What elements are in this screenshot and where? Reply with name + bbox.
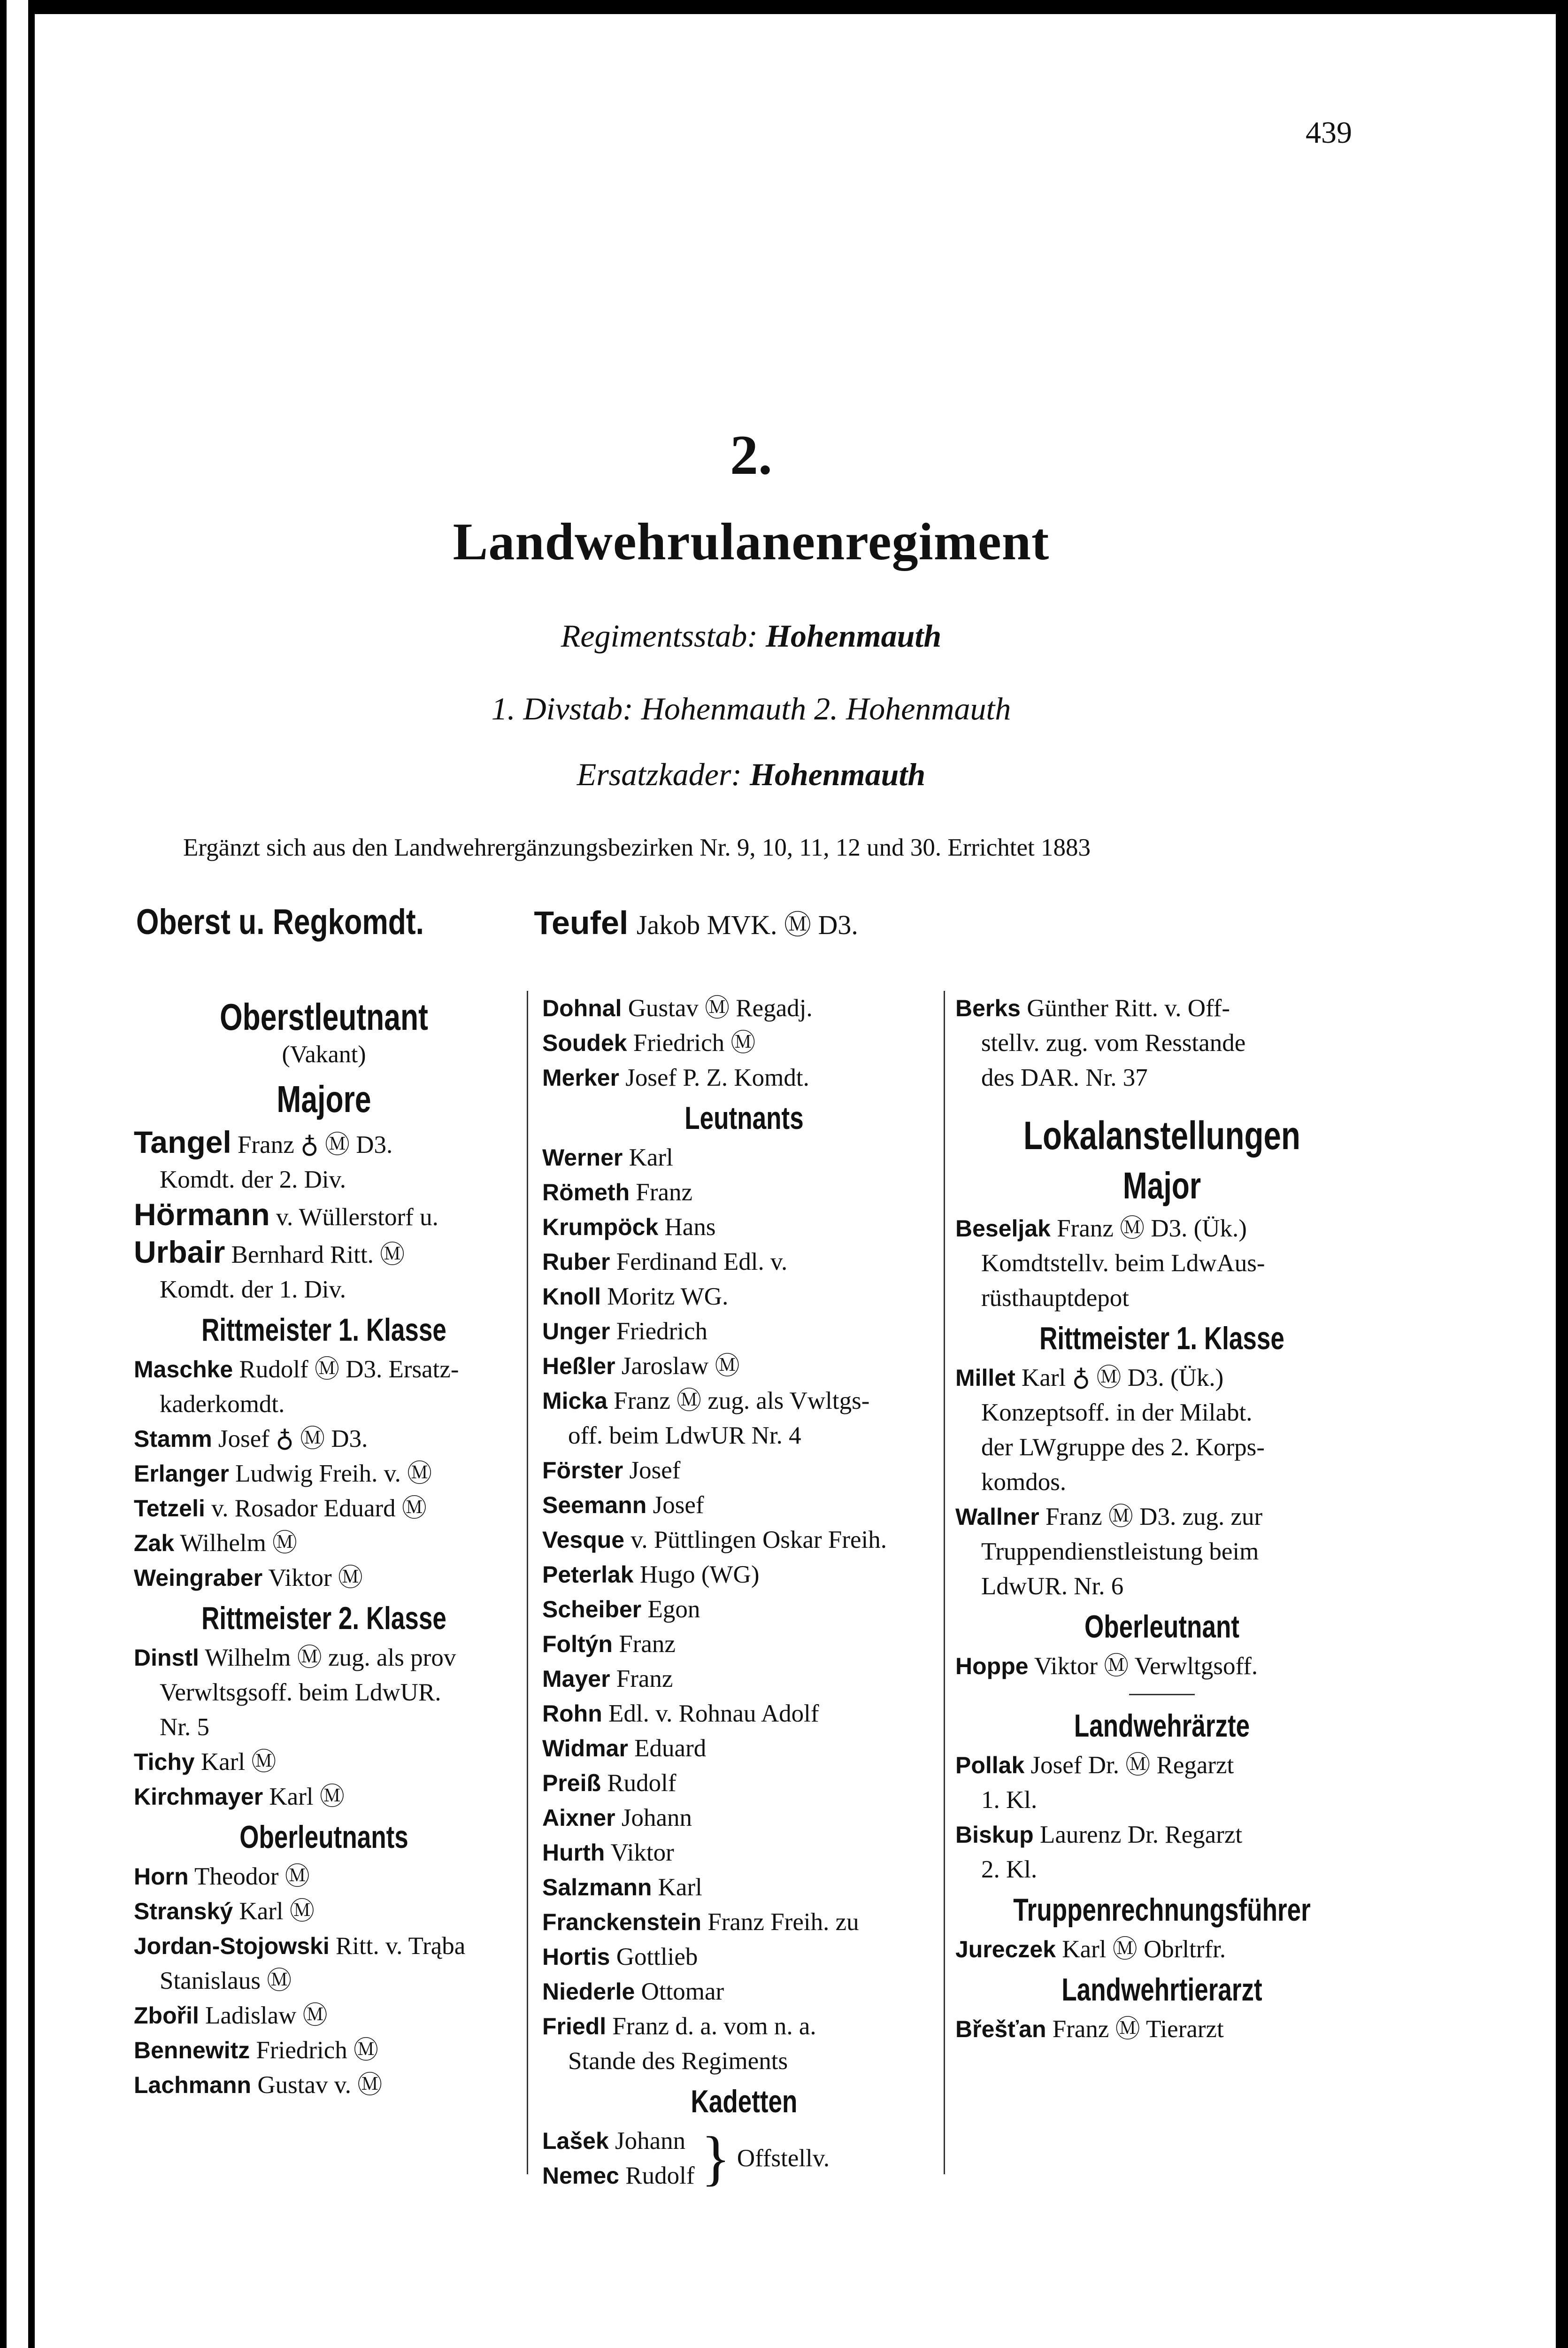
list-item bbox=[134, 2068, 514, 2102]
list-item bbox=[955, 1852, 1368, 1887]
ersatzkader-line bbox=[0, 756, 1502, 793]
person-surname: Heßler bbox=[542, 1353, 615, 1379]
kadetten-note: Offstellv. bbox=[737, 2145, 830, 2172]
person-surname: Lašek bbox=[542, 2128, 609, 2154]
person-surname: Mayer bbox=[542, 1666, 610, 1692]
list-item bbox=[542, 1800, 946, 1835]
list-item bbox=[542, 1905, 946, 1939]
list-item bbox=[955, 1395, 1368, 1430]
truppenrechnungsfuehrer-list bbox=[955, 1932, 1368, 1967]
entry-details: Stanislaus Ⓜ bbox=[160, 1967, 292, 1994]
person-surname: Lachmann bbox=[134, 2072, 252, 2098]
list-item bbox=[955, 1360, 1368, 1395]
list-item bbox=[542, 2009, 946, 2044]
heading-lokalanstellungen: Lokalanstellungen bbox=[1023, 1113, 1300, 1158]
majore-list bbox=[134, 1125, 514, 1307]
vakant-note: (Vakant) bbox=[282, 1041, 366, 1068]
heading-rittmeister-1-lokal: Rittmeister 1. Klasse bbox=[1039, 1321, 1284, 1356]
entry-details: Karl Ⓜ bbox=[239, 1898, 315, 1925]
list-item bbox=[134, 1526, 514, 1560]
list-item bbox=[542, 1314, 946, 1349]
list-item bbox=[955, 1569, 1368, 1604]
entry-details: Gottlieb bbox=[616, 1943, 698, 1970]
entry-details: Viktor bbox=[610, 1839, 674, 1866]
heading-landwehrtierarzt: Landwehrtierarzt bbox=[1061, 1972, 1262, 2008]
rittmeister-1-lokal-list bbox=[955, 1360, 1368, 1604]
entry-details: Gustav Ⓜ Regadj. bbox=[628, 995, 813, 1022]
list-item bbox=[134, 1894, 514, 1929]
person-surname: Niederle bbox=[542, 1978, 635, 2005]
ersatzkader-place: Hohenmauth bbox=[750, 757, 926, 792]
oberleutnant-list bbox=[955, 1649, 1368, 1684]
entry-details: Franz Ⓜ D3. (Ük.) bbox=[1057, 1215, 1247, 1242]
person-surname: Kirchmayer bbox=[134, 1784, 263, 1810]
landwehrtierarzt-list bbox=[955, 2012, 1368, 2047]
person-surname: Hortis bbox=[542, 1944, 610, 1970]
list-item bbox=[542, 1627, 946, 1661]
entry-details: 2. Kl. bbox=[981, 1856, 1038, 1883]
entry-details: Stande des Regiments bbox=[568, 2047, 788, 2075]
person-surname: Biskup bbox=[955, 1822, 1034, 1848]
list-item bbox=[955, 991, 1368, 1026]
person-surname: Horn bbox=[134, 1863, 189, 1890]
list-item bbox=[134, 1745, 514, 1779]
list-item bbox=[134, 1929, 514, 1963]
entry-details: LdwUR. Nr. 6 bbox=[981, 1573, 1124, 1600]
entry-details: Karl bbox=[629, 1144, 673, 1171]
list-item bbox=[542, 1557, 946, 1592]
list-item bbox=[134, 1197, 514, 1235]
entry-details: Verwltsgsoff. beim LdwUR. bbox=[160, 1679, 441, 1706]
person-surname: Förster bbox=[542, 1457, 623, 1483]
list-item bbox=[955, 1534, 1368, 1569]
entry-details: Karl Ⓜ bbox=[269, 1783, 345, 1810]
list-item bbox=[542, 1522, 946, 1557]
person-surname: Hörmann bbox=[134, 1197, 270, 1232]
entry-details: Moritz WG. bbox=[607, 1283, 729, 1310]
entry-details: Ladislaw Ⓜ bbox=[205, 2002, 328, 2029]
ersatzkader-label: Ersatzkader: bbox=[576, 757, 742, 792]
list-item bbox=[955, 1499, 1368, 1534]
oberleutnants-list bbox=[134, 1859, 514, 2102]
entry-details: Theodor Ⓜ bbox=[194, 1863, 310, 1890]
entry-details: Bernhard Ritt. Ⓜ bbox=[231, 1241, 405, 1268]
list-item bbox=[955, 1026, 1368, 1060]
entry-details: 1. Kl. bbox=[981, 1786, 1038, 1814]
person-surname: Dohnal bbox=[542, 995, 622, 1021]
person-surname: Hoppe bbox=[955, 1653, 1029, 1679]
entry-details: Nr. 5 bbox=[160, 1714, 209, 1741]
list-item bbox=[542, 1418, 946, 1453]
entry-details: Gustav v. Ⓜ bbox=[257, 2071, 383, 2099]
list-item bbox=[542, 1140, 946, 1175]
entry-details: Franz Ⓜ zug. als Vwltgs- bbox=[614, 1387, 870, 1414]
entry-details: Josef ♁ Ⓜ D3. bbox=[218, 1425, 368, 1452]
entry-details: der LWgruppe des 2. Korps- bbox=[981, 1434, 1265, 1461]
person-surname: Jureczek bbox=[955, 1936, 1056, 1962]
person-surname: Werner bbox=[542, 1144, 623, 1171]
list-item bbox=[542, 2044, 946, 2078]
list-item bbox=[134, 1779, 514, 1814]
page-number: 439 bbox=[1306, 116, 1352, 150]
rittmeister-1-list bbox=[134, 1352, 514, 1595]
list-item bbox=[134, 1560, 514, 1595]
list-item bbox=[955, 1783, 1368, 1817]
heading-rittmeister-2: Rittmeister 2. Klasse bbox=[201, 1600, 446, 1636]
person-surname: Erlanger bbox=[134, 1460, 229, 1487]
person-surname: Dinstl bbox=[134, 1645, 199, 1671]
entry-details: stellv. zug. vom Resstande bbox=[981, 1029, 1246, 1057]
column-1 bbox=[134, 991, 514, 2102]
entry-details: Friedrich Ⓜ bbox=[633, 1029, 756, 1057]
person-surname: Salzmann bbox=[542, 1874, 652, 1900]
entry-details: Friedrich Ⓜ bbox=[256, 2037, 379, 2064]
person-surname: Friedl bbox=[542, 2013, 607, 2039]
entry-details: Karl ♁ Ⓜ D3. (Ük.) bbox=[1022, 1364, 1224, 1391]
heading-major: Major bbox=[1122, 1165, 1201, 1206]
list-item bbox=[134, 1162, 514, 1197]
regimentsstab-place: Hohenmauth bbox=[766, 618, 942, 654]
list-item bbox=[542, 991, 946, 1026]
list-item bbox=[134, 1456, 514, 1491]
entry-details: Jaroslaw Ⓜ bbox=[621, 1352, 740, 1380]
heading-oberleutnants: Oberleutnants bbox=[239, 1819, 408, 1855]
entry-details: off. beim LdwUR Nr. 4 bbox=[568, 1422, 801, 1449]
person-surname: Preiß bbox=[542, 1770, 601, 1796]
oberleutnants-continued-list bbox=[542, 991, 946, 1095]
entry-details: Franz bbox=[619, 1630, 676, 1658]
entry-details: Rudolf Ⓜ D3. Ersatz- bbox=[239, 1356, 459, 1383]
entry-details: Josef P. Z. Komdt. bbox=[625, 1064, 809, 1091]
person-surname: Urbair bbox=[134, 1235, 225, 1269]
list-item bbox=[134, 1963, 514, 1998]
entry-details: Viktor Ⓜ Verwltgsoff. bbox=[1034, 1653, 1258, 1680]
list-item bbox=[955, 1060, 1368, 1095]
oberst-name: Teufel bbox=[534, 904, 629, 941]
person-surname: Tetzeli bbox=[134, 1495, 205, 1522]
heading-leutnants: Leutnants bbox=[684, 1100, 804, 1136]
entry-details: Ludwig Freih. v. Ⓜ bbox=[235, 1460, 432, 1487]
list-item bbox=[542, 1210, 946, 1244]
list-item bbox=[955, 1817, 1368, 1852]
person-surname: Franckenstein bbox=[542, 1909, 702, 1935]
entry-details: Ottomar bbox=[641, 1978, 724, 2005]
entry-details: Rudolf bbox=[625, 2162, 695, 2189]
heading-majore: Majore bbox=[277, 1078, 371, 1120]
column-3 bbox=[955, 991, 1368, 2047]
person-surname: Pollak bbox=[955, 1752, 1025, 1778]
entry-details: Franz Ⓜ D3. zug. zur bbox=[1045, 1503, 1263, 1530]
person-surname: Knoll bbox=[542, 1283, 601, 1310]
entry-details: Ferdinand Edl. v. bbox=[616, 1248, 788, 1275]
person-surname: Maschke bbox=[134, 1356, 233, 1383]
list-item bbox=[134, 1859, 514, 1894]
person-surname: Aixner bbox=[542, 1805, 615, 1831]
divstab-line: 1. Divstab: Hohenmauth 2. Hohenmauth bbox=[491, 691, 1011, 726]
person-surname: Unger bbox=[542, 1318, 610, 1344]
list-item bbox=[955, 1465, 1368, 1499]
entry-details: Josef bbox=[653, 1491, 704, 1519]
entry-details: Hugo (WG) bbox=[639, 1561, 760, 1588]
entry-details: Komdt. der 2. Div. bbox=[160, 1166, 346, 1193]
person-surname: Weingraber bbox=[134, 1565, 263, 1591]
entry-details: v. Rosador Eduard Ⓜ bbox=[211, 1495, 427, 1522]
list-item bbox=[134, 1710, 514, 1745]
list-item bbox=[542, 1835, 946, 1870]
list-item bbox=[955, 2012, 1368, 2047]
list-item bbox=[955, 1430, 1368, 1465]
entry-details: kaderkomdt. bbox=[160, 1390, 285, 1418]
person-surname: Stamm bbox=[134, 1426, 212, 1452]
scan-border-inner-left bbox=[28, 0, 35, 2348]
entry-details: des DAR. Nr. 37 bbox=[981, 1064, 1148, 1091]
person-surname: Rohn bbox=[542, 1700, 602, 1727]
person-surname: Bennewitz bbox=[134, 2037, 250, 2063]
entry-details: Truppendienstleistung beim bbox=[981, 1538, 1259, 1565]
entry-details: Hans bbox=[664, 1213, 716, 1241]
person-surname: Soudek bbox=[542, 1030, 627, 1056]
entry-details: v. Püttlingen Oskar Freih. bbox=[630, 1526, 887, 1553]
list-item bbox=[542, 1661, 946, 1696]
list-item bbox=[542, 1175, 946, 1210]
list-item bbox=[955, 1246, 1368, 1281]
entry-details: Karl Ⓜ bbox=[200, 1748, 277, 1776]
entry-details: Johann bbox=[621, 1804, 692, 1831]
person-surname: Scheiber bbox=[542, 1596, 642, 1622]
list-item bbox=[134, 1125, 514, 1162]
section-number: 2. bbox=[730, 424, 772, 486]
major-list bbox=[955, 1211, 1368, 1315]
list-item bbox=[542, 1766, 946, 1800]
oberst-line bbox=[136, 902, 858, 942]
entry-details: Johann bbox=[615, 2127, 686, 2155]
list-item bbox=[134, 1421, 514, 1456]
entry-details: Komdt. der 1. Div. bbox=[160, 1276, 346, 1303]
person-surname: Peterlak bbox=[542, 1561, 634, 1588]
person-surname: Micka bbox=[542, 1388, 607, 1414]
list-item bbox=[134, 2033, 514, 2068]
list-item bbox=[542, 1453, 946, 1488]
list-item bbox=[542, 1731, 946, 1766]
brace-glyph: } bbox=[701, 2124, 730, 2192]
heading-truppenrechnungsfuehrer: Truppenrechnungsführer bbox=[1013, 1892, 1311, 1928]
oberst-rank: Oberst u. Regkomdt. bbox=[136, 902, 424, 942]
person-surname: Zbořil bbox=[134, 2002, 199, 2029]
entry-details: Viktor Ⓜ bbox=[268, 1564, 363, 1591]
list-item bbox=[542, 2124, 694, 2158]
entry-details: Konzeptsoff. in der Milabt. bbox=[981, 1399, 1253, 1426]
oberst-details: Jakob MVK. Ⓜ D3. bbox=[636, 910, 858, 940]
entry-details: Franz d. a. vom n. a. bbox=[612, 2013, 816, 2040]
entry-details: Franz ♁ Ⓜ D3. bbox=[238, 1131, 393, 1159]
entry-details: Wilhelm Ⓜ bbox=[180, 1529, 298, 1557]
entry-details: Franz Freih. zu bbox=[707, 1908, 859, 1936]
list-item bbox=[955, 1281, 1368, 1315]
heading-oberstleutnant: Oberstleutnant bbox=[220, 996, 428, 1038]
entry-details: Josef Dr. Ⓜ Regarzt bbox=[1030, 1752, 1234, 1779]
list-item bbox=[134, 1640, 514, 1675]
entry-details: Wilhelm Ⓜ zug. als prov bbox=[205, 1644, 456, 1671]
person-surname: Jordan-Stojowski bbox=[134, 1933, 330, 1959]
person-surname: Stranský bbox=[134, 1898, 233, 1924]
entry-details: Komdtstellv. beim LdwAus- bbox=[981, 1250, 1265, 1277]
person-surname: Merker bbox=[542, 1065, 619, 1091]
heading-kadetten: Kadetten bbox=[691, 2084, 798, 2119]
supplement-line: Ergänzt sich aus den Landwehrergänzungsbezirken Nr. 9, 10, 11, 12 und 30. Errichtet 1883 bbox=[183, 834, 1091, 861]
entry-details: Franz Ⓜ Tierarzt bbox=[1052, 2016, 1224, 2043]
list-item bbox=[542, 1279, 946, 1314]
rittmeister-2-continued-list bbox=[955, 991, 1368, 1095]
list-item bbox=[955, 1932, 1368, 1967]
person-surname: Beseljak bbox=[955, 1215, 1051, 1242]
scan-border-top bbox=[28, 0, 1556, 14]
person-surname: Zak bbox=[134, 1530, 175, 1556]
list-item bbox=[542, 1383, 946, 1418]
entry-details: Ritt. v. Trąba bbox=[335, 1932, 466, 1960]
list-item bbox=[955, 1649, 1368, 1684]
list-item bbox=[955, 1748, 1368, 1783]
list-item bbox=[542, 1244, 946, 1279]
scan-border-left bbox=[0, 0, 7, 2348]
person-surname: Krumpöck bbox=[542, 1214, 659, 1240]
entry-details: Laurenz Dr. Regarzt bbox=[1039, 1821, 1243, 1848]
heading-rittmeister-1: Rittmeister 1. Klasse bbox=[201, 1312, 446, 1348]
person-surname: Ruber bbox=[542, 1249, 610, 1275]
heading-landwehraerzte: Landwehrärzte bbox=[1074, 1708, 1250, 1744]
entry-details: Josef bbox=[629, 1457, 681, 1484]
regimentsstab-line bbox=[0, 618, 1502, 655]
section-rule bbox=[1129, 1694, 1195, 1695]
list-item bbox=[134, 1352, 514, 1387]
list-item bbox=[542, 1488, 946, 1522]
entry-details: Karl bbox=[658, 1874, 702, 1901]
list-item bbox=[134, 1387, 514, 1421]
list-item bbox=[542, 1696, 946, 1731]
person-surname: Tangel bbox=[134, 1125, 231, 1159]
person-surname: Seemann bbox=[542, 1492, 647, 1518]
entry-details: Karl Ⓜ Obrltrfr. bbox=[1062, 1936, 1226, 1963]
list-item bbox=[542, 1349, 946, 1383]
person-surname: Widmar bbox=[542, 1735, 628, 1761]
entry-details: Eduard bbox=[634, 1735, 707, 1762]
person-surname: Berks bbox=[955, 995, 1021, 1021]
entry-details: v. Wüllerstorf u. bbox=[276, 1204, 438, 1231]
entry-details: Franz bbox=[636, 1179, 693, 1206]
list-item bbox=[542, 1870, 946, 1905]
entry-details: rüsthauptdepot bbox=[981, 1284, 1129, 1312]
list-item bbox=[542, 2158, 694, 2193]
list-item bbox=[134, 1235, 514, 1272]
list-item bbox=[542, 1026, 946, 1060]
entry-details: Friedrich bbox=[616, 1318, 707, 1345]
person-surname: Vesque bbox=[542, 1527, 625, 1553]
list-item bbox=[134, 1272, 514, 1307]
heading-oberleutnant: Oberleutnant bbox=[1084, 1609, 1240, 1645]
regimentsstab-label: Regimentsstab: bbox=[561, 618, 758, 654]
person-surname: Wallner bbox=[955, 1504, 1039, 1530]
entry-details: Edl. v. Rohnau Adolf bbox=[608, 1700, 819, 1727]
entry-details: Günther Ritt. v. Off- bbox=[1027, 995, 1230, 1022]
page-title: Landwehrulanenregiment bbox=[453, 513, 1050, 571]
entry-details: Rudolf bbox=[607, 1769, 676, 1797]
person-surname: Römeth bbox=[542, 1179, 630, 1205]
scan-border-right bbox=[1556, 0, 1568, 2348]
list-item bbox=[542, 1592, 946, 1627]
entry-details: Egon bbox=[647, 1596, 700, 1623]
person-surname: Millet bbox=[955, 1365, 1015, 1391]
person-surname: Břešťan bbox=[955, 2016, 1046, 2042]
list-item bbox=[134, 1491, 514, 1526]
list-item bbox=[542, 1974, 946, 2009]
list-item bbox=[542, 1939, 946, 1974]
column-divider bbox=[527, 991, 528, 2174]
list-item bbox=[134, 1675, 514, 1710]
entry-details: Franz bbox=[616, 1665, 673, 1692]
kadetten-group bbox=[542, 2124, 946, 2193]
person-surname: Hurth bbox=[542, 1839, 605, 1866]
rittmeister-2-list bbox=[134, 1640, 514, 1814]
landwehraerzte-list bbox=[955, 1748, 1368, 1887]
person-surname: Nemec bbox=[542, 2163, 619, 2189]
kadetten-list bbox=[542, 2124, 694, 2193]
column-2 bbox=[542, 991, 946, 2193]
list-item bbox=[134, 1998, 514, 2033]
entry-details: komdos. bbox=[981, 1468, 1067, 1496]
list-item bbox=[542, 1060, 946, 1095]
leutnants-list bbox=[542, 1140, 946, 2078]
person-surname: Foltýn bbox=[542, 1631, 613, 1657]
person-surname: Tichy bbox=[134, 1749, 195, 1775]
list-item bbox=[955, 1211, 1368, 1246]
